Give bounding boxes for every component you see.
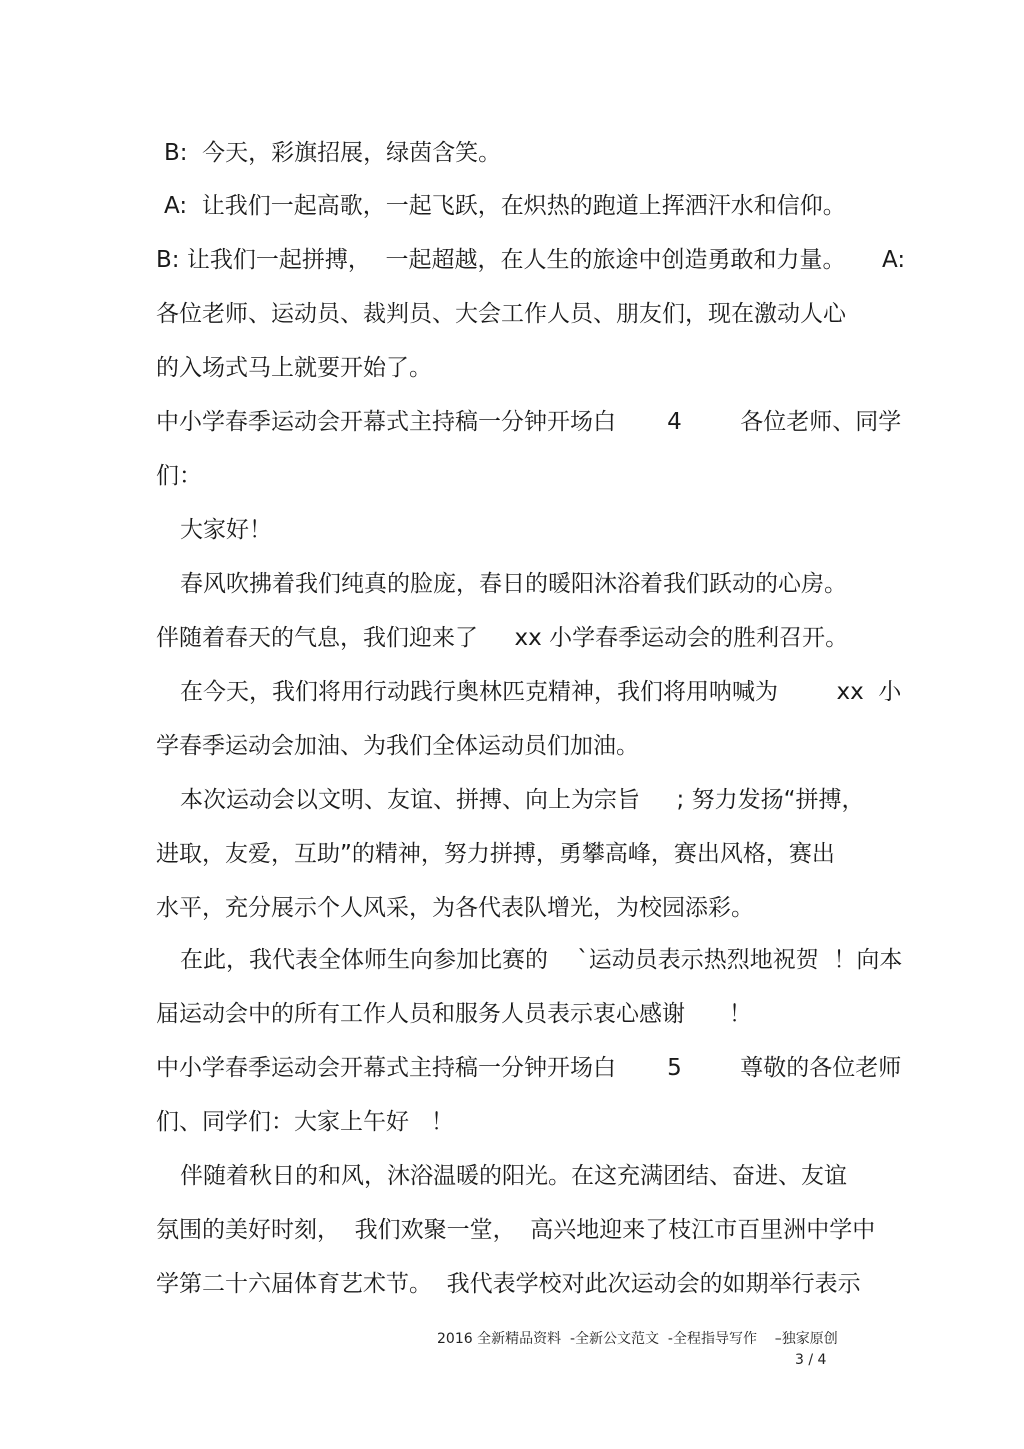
section-heading-4: 中小学春季运动会开幕式主持稿一分钟开场白 4 各位老师、同学: [156, 409, 902, 435]
section-heading-5: 中小学春季运动会开幕式主持稿一分钟开场白 5 尊敬的各位老师: [156, 1055, 902, 1081]
text-line-16: 在此，我代表全体师生向参加比赛的 `运动员表示热烈地祝贺 ！向本: [180, 947, 903, 973]
text-line-1: B: 今天，彩旗招展，绿茵含笑。: [164, 140, 502, 166]
text-line-5: 的入场式马上就要开始了。: [156, 355, 432, 381]
text-line-17: 届运动会中的所有工作人员和服务人员表示衷心感谢 ！: [156, 1001, 752, 1027]
text-line-14: 进取，友爱，互助”的精神，努力拼搏，勇攀高峰，赛出风格，赛出: [156, 841, 835, 867]
text-line-12: 学春季运动会加油、为我们全体运动员们加油。: [156, 733, 639, 759]
text-line-2: A: 让我们一起高歌，一起飞跃，在炽热的跑道上挥洒汗水和信仰。: [164, 193, 846, 219]
text-line-21: 氛围的美好时刻， 我们欢聚一堂， 高兴地迎来了枝江市百里洲中学中: [156, 1217, 876, 1243]
text-line-15: 水平，充分展示个人风采，为各代表队增光，为校园添彩。: [156, 895, 754, 921]
text-line-19: 们、同学们：大家上午好 ！: [156, 1109, 454, 1135]
text-line-20: 伴随着秋日的和风，沐浴温暖的阳光。在这充满团结、奋进、友谊: [180, 1163, 847, 1189]
text-line-7: 们：: [156, 463, 202, 489]
text-line-9: 春风吹拂着我们纯真的脸庞，春日的暖阳沐浴着我们跃动的心房。: [180, 571, 847, 597]
text-line-3: B: 让我们一起拼搏， 一起超越，在人生的旅途中创造勇敢和力量。 A:: [156, 247, 906, 273]
text-line-4: 各位老师、运动员、裁判员、大会工作人员、朋友们，现在激动人心: [156, 301, 846, 327]
text-line-8: 大家好！: [180, 517, 272, 543]
footer-text: 2016 全新精品资料 -全新公文范文 -全程指导写作 –独家原创: [437, 1331, 838, 1347]
text-line-10: 伴随着春天的气息，我们迎来了 xx 小学春季运动会的胜利召开。: [156, 625, 849, 651]
text-line-13: 本次运动会以文明、友谊、拼搏、向上为宗旨 ; 努力发扬“拼搏，: [180, 787, 865, 813]
page-number: 3 / 4: [795, 1352, 827, 1368]
text-line-11: 在今天，我们将用行动践行奥林匹克精神，我们将用呐喊为 xx 小: [180, 679, 902, 705]
text-line-22: 学第二十六届体育艺术节。 我代表学校对此次运动会的如期举行表示: [156, 1271, 861, 1297]
